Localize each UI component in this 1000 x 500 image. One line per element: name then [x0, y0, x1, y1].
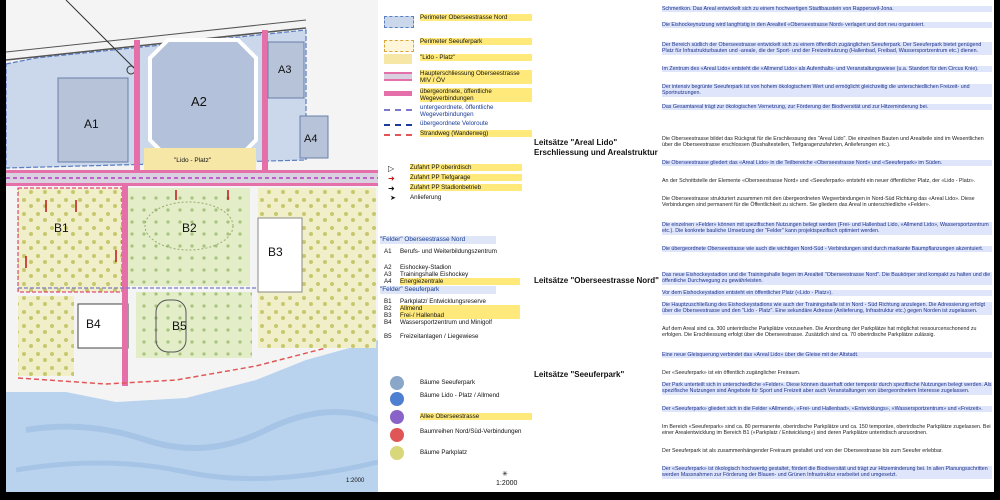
field-b1	[18, 188, 122, 292]
field-a2-label: A2	[191, 94, 207, 109]
paragraph: Der intensiv begrünte Seeuferpark ist von hohem ökologischem Wert und ermöglicht gleichzeitig die unterschiedlichen Freizeit- und Sportnutzungen.	[662, 84, 992, 97]
arrow-black-icon: ➜	[388, 184, 395, 193]
uebergeordnete-wege-swatch	[384, 91, 412, 96]
tree-seeuferpark-icon	[390, 376, 404, 390]
paragraph: Der «Seeuferpark» ist ein öffentlich zugänglicher Freiraum.	[662, 370, 801, 376]
field-b4-label: B4	[86, 317, 101, 331]
tree-allee-icon	[390, 410, 404, 424]
north-arrow-icon: ✳	[502, 471, 508, 478]
legend-text: Baumreihen Nord/Süd-Verbindungen	[420, 428, 522, 435]
scale-label: 1:2000	[496, 480, 518, 487]
fields-nord-title: "Felder" Oberseestrasse Nord	[380, 236, 496, 244]
paragraph: Der «Seeuferpark» ist ökologisch hochwertig gestaltet, fördert die Biodiversität und trägt zur Hitzeminderung bei. In allen Planungsschritten werden Massnahmen zur Förderung der Blauen- und Grünen Infrastruktur erarbeitet und umgesetzt.	[662, 466, 992, 479]
legend-text: Strandweg (Wanderweg)	[420, 130, 532, 137]
field-a3-label: A3	[278, 64, 292, 76]
legend-text: Bäume Lido - Platz / Allmend	[420, 392, 500, 399]
legend-text: Bäume Parkplatz	[420, 449, 468, 456]
legend-text: untergeordnete, öffentliche Wegeverbindungen	[420, 104, 494, 118]
path-north-2	[262, 30, 268, 170]
paragraph: Die übergeordnete Oberseestrasse wie auch die wichtigen Nord-Süd - Verbindungen sind durch markante Baumpflanzungen akzentuiert.	[662, 246, 992, 252]
field-b5-label: B5	[172, 319, 187, 333]
legend-text: übergeordnete, öffentliche Wegeverbindungen	[420, 88, 532, 102]
fields-seeuferpark-title: "Felder" Seeuferpark	[380, 286, 496, 294]
paragraph: Das Gesamtareal trägt zur ökologischen Vernetzung, zur Förderung der Biodiversität und zur Hitzeminderung bei.	[662, 104, 992, 110]
paragraph: Eine neue Gleisquerung verbindet das «Areal Lido» über die Gleise mit der Altstadt.	[662, 352, 992, 358]
field-b3-label: B3	[268, 245, 283, 259]
legend-text: Zufahrt PP Stadionbetrieb	[410, 184, 522, 191]
legend-text: Perimeter Seeuferpark	[420, 38, 532, 45]
legend-text: Allee Oberseestrasse	[420, 413, 532, 420]
tree-lido-icon	[390, 392, 404, 406]
map-scale: 1:2000	[346, 478, 365, 484]
legend-text: "Lido - Platz"	[420, 54, 532, 61]
paragraph: Die Oberseestrasse bildet das Rückgrat für die Erschliessung des "Areal Lido". Die einzelnen Bauten und Arealteile sind im Wesentlichen über die Oberseestrasse erschlossen (Bushaltestellen, Tiefgaragenzufahrten, Anlieferungen etc.).	[662, 136, 984, 149]
tree-parkplatz-icon	[390, 446, 404, 460]
field-a1-label: A1	[84, 117, 99, 131]
lido-platz-swatch	[384, 54, 412, 64]
legend-text: Zufahrt PP oberirdisch	[410, 164, 522, 171]
paragraph: Vor dem Eishockeystadion entsteht ein öffentlicher Platz («Lido - Platz»).	[662, 290, 992, 296]
strandweg-swatch	[384, 134, 412, 136]
tree-baumreihen-icon	[390, 428, 404, 442]
field-b5	[136, 292, 252, 358]
legend-text: übergeordnete Veloroute	[420, 120, 489, 127]
field-b2	[128, 188, 250, 286]
paragraph: Im Bereich «Seeuferpark» sind ca. 80 permanente, oberirdische Parkplätze und ca. 150 temporäre, oberirdische Parkplätze zugelassen. Bei einer Arealentwicklung im Bereich B1 («Parkplatz / Entwicklung») sind deren Parkplätze unterirdisch anzuordnen.	[662, 424, 991, 437]
legend-text: Zufahrt PP Tiefgarage	[410, 174, 522, 181]
paragraph: Die Oberseestrasse strukturiert zusammen mit den übergeordneten Wegverbindungen in Nord-Süd Richtung das «Areal Lido». Diese Verbindungen sind permanent für die Öffentlichkeit zu sichern. Sie gliedern das Areal in unterschiedliche «Felder».	[662, 196, 975, 209]
paragraph: Die Hauptzuschließung des Eishockeystadions wie auch der Trainingshalle ist in Nord - Süd Richtung anzulegen. Die Adressierung erfolgt über die Oberseestrasse und den "Lido - Platz". Eine sekundäre Adresse (Anlieferung, Infrastruktur etc.) gegen Norden ist zugelassen.	[662, 302, 992, 315]
paragraph: Schmerikon. Das Areal entwickelt sich zu einem hochwertigen Stadtbaustein von Rapperswil-Jona.	[662, 6, 992, 12]
lido-platz-label: "Lido - Platz"	[174, 157, 212, 164]
paragraph: Im Zentrum des «Areal Lido» entsteht die «Allmend Lido» als Aufenthalts- und Veranstaltungswiese (u.a. Standort für den Circus Knie).	[662, 66, 992, 72]
path-south	[122, 186, 128, 386]
untergeordnete-wege-swatch	[384, 109, 412, 111]
veloroute-swatch	[384, 124, 412, 126]
site-plan-map	[6, 0, 378, 492]
legend-text: Bäume Seeuferpark	[420, 379, 476, 386]
field-b1-label: B1	[54, 221, 69, 235]
legend: Perimeter Oberseestrasse Nord Perimeter Seeuferpark "Lido - Platz" Haupterschliessung Oberseestrasse MIV / ÖV übergeordnete, öffentliche Wegeverbindungen untergeordnete, öffentliche Wegeverbindungen übergeordnete Veloroute Strandweg (Wanderweg) ▷ Zufahrt PP oberirdisch ➜ Zufahrt PP Tiefgarage ➜ Zufahrt PP Stadionbetrieb ➤ Anlieferung "Felder" Oberseestrasse Nord A1 Berufs- und Weiterbildungszentrum A2 Eishockey-Stadion A3 Trainingshalle Eishockey A4 Energiezentrale "Felder" Seeuferpark B1 Parkplatz/ Entwicklungsreserve B2 Allmend B3 Frei-/ Hallenbad B4 Wassersportzentrum und Minigolf B5 Freizeitanlagen / Liegewiese Bäume Seeuferpark Bäume Lido - Platz / Allmend Allee Oberseestrasse Baumreihen Nord/Süd-Verbindungen Bäume Parkplatz ✳ 1:2000	[384, 0, 534, 492]
section-title-areal-lido: Leitsätze "Areal Lido" Erschliessung und Arealstruktur	[534, 138, 658, 157]
perimeter-nord-swatch	[384, 16, 414, 28]
arrow-outline-icon: ▷	[388, 164, 395, 173]
legend-text: Anlieferung	[410, 194, 442, 201]
field-b2-label: B2	[182, 221, 197, 235]
paragraph: An der Schnittstelle der Elemente «Oberseestrasse Nord» und «Seeuferpark» entsteht ein neuer öffentlicher Platz, der «Lido - Platz».	[662, 178, 976, 184]
paragraph: Der Seeuferpark ist als zusammenhängender Freiraum gestaltet und von der Oberseestrasse bis zum Seeufer erlebbar.	[662, 448, 943, 454]
perimeter-seeuferpark-swatch	[384, 40, 414, 52]
section-title-seeuferpark: Leitsätze "Seeuferpark"	[534, 370, 625, 379]
legend-text: Haupterschliessung Oberseestrasse MIV / ÖV	[420, 70, 532, 84]
paragraph: Der «Seeuferpark» gliedert sich in die Felder «Allmend», «Frei- und Hallenbad», «Entwicklungs», «Wassersportzentrum» und «Freizeit».	[662, 406, 992, 412]
paragraph: Der Bereich südlich der Oberseestrasse entwickelt sich zu einem öffentlich zugänglichen Seeuferpark. Der Seeuferpark bietet genügend Platz für Infrastrukturbauten und -areale, die der Sport- und der Freizeitnutzung (Hallenbad, Freibad, Wassersportzentrum etc.) dienen.	[662, 42, 992, 55]
paragraph: Auf dem Areal sind ca. 300 unterirdische Parkplätze vorzusehen. Die Anordnung der Parkplätze hat möglichst ressourcenschonend zu erfolgen. Die Erschliessung erfolgt über die Oberseestrasse. Zusätzlich sind ca. 70 oberirdische Parkplätze zulässig.	[662, 326, 977, 339]
arrow-red-icon: ➜	[388, 174, 395, 183]
plan-sheet	[6, 0, 994, 492]
haupterschliessung-swatch	[384, 72, 412, 81]
paragraph: Der Park unterteilt sich in unterschiedliche «Felder». Diese können dauerhaft oder temporär durch spezifische Nutzungen belegt werden. Als spezifische Nutzungen sind Angebote für Sport und Freizeit aber auch Veranstaltungen von übergeordnetem Interesse zugelassen.	[662, 382, 992, 395]
section-title-oberseestrasse-nord: Leitsätze "Oberseestrasse Nord"	[534, 276, 659, 285]
path-north-1	[134, 40, 140, 170]
guidelines-text	[534, 0, 994, 492]
paragraph: Die Eishockeynutzung wird langfristig in den Arealteil «Oberseestrasse Nord» verlagert und dort neu organisiert.	[662, 22, 992, 28]
field-a4-label: A4	[304, 133, 318, 145]
legend-text: Perimeter Oberseestrasse Nord	[420, 14, 532, 21]
arrow-small-icon: ➤	[390, 195, 396, 202]
paragraph: Die einzelnen «Felder» können mit spezifischen Nutzungen belegt werden (Frei- und Hallenbad Lido, «Allmend Lido», Wassersportzentrum etc.). Die konkrete bauliche Umsetzung der "Felder" kann projektspezifisch optimiert werden.	[662, 222, 992, 235]
paragraph: Das neue Eishockeystadion und die Trainingshalle liegen im Arealteil "Oberseestrasse Nord". Die Baukörper sind kompakt zu halten und die öffentliche Durchwegung zu gewährleisten.	[662, 272, 991, 285]
paragraph: Die Oberseestrasse gliedert das «Areal Lido» in die Teilbereiche «Oberseestrasse Nord» und «Seeuferpark» im Süden.	[662, 160, 992, 166]
